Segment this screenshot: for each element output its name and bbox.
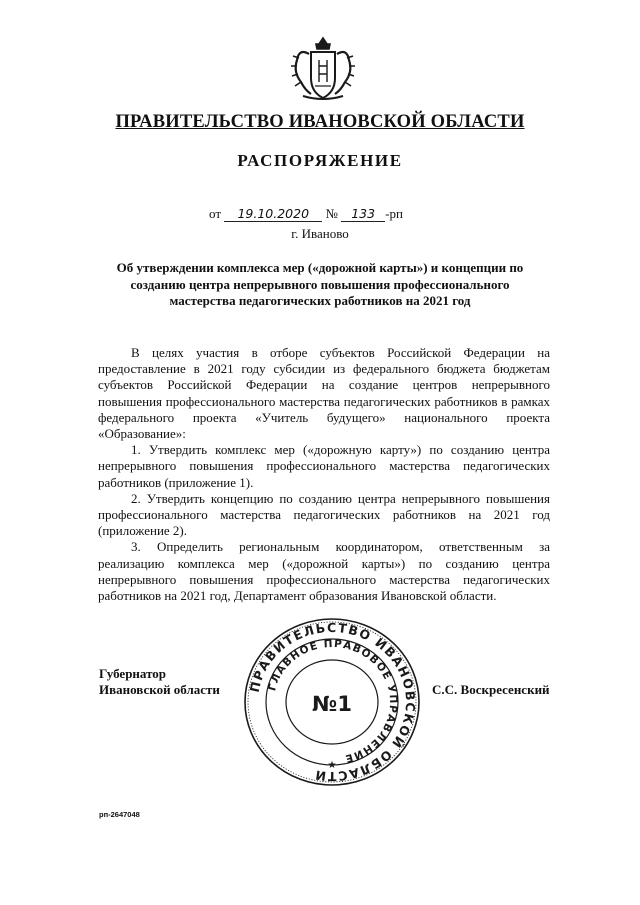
handwritten-date: 19.10.2020: [224, 206, 322, 222]
body-paragraph: В целях участия в отборе субъектов Российской Федерации на предоставление в 2021 году субсидии из федерального бюджета бюджетам субъектов Российской Федерации на создание центров непрерывного повышения профессионального мастерства педагогических работников в рамках федерального проекта «Учитель будущего» национального проекта «Образование»:: [98, 345, 550, 442]
signatory-position-line1: Губернатор: [99, 666, 167, 681]
signatory-name: С.С. Воскресенский: [432, 682, 550, 697]
coat-of-arms-icon: [289, 36, 357, 102]
stamp-center-number: №1: [312, 692, 352, 716]
handwritten-number: 133: [341, 206, 385, 222]
number-label: №: [325, 206, 338, 221]
signatory-position-line2: Ивановской области: [99, 682, 220, 697]
body-paragraph: 1. Утвердить комплекс мер («дорожную карту») по созданию центра непрерывного повышения профессионального мастерства педагогических работников (приложение 1).: [98, 442, 550, 490]
city: г. Иваново: [291, 226, 349, 241]
stamp-outer-text: ПРАВИТЕЛЬСТВО ИВАНОВСКОЙ ОБЛАСТИ: [246, 619, 419, 785]
body-paragraph: 2. Утвердить концепцию по созданию центра непрерывного повышения профессионального мастерства педагогических работников на 2021 год (приложение 2).: [98, 490, 550, 539]
document-type: РАСПОРЯЖЕНИЕ: [237, 151, 403, 170]
star-icon: ★: [327, 760, 337, 771]
government-title: ПРАВИТЕЛЬСТВО ИВАНОВСКОЙ ОБЛАСТИ: [115, 112, 525, 132]
body-paragraph: 3. Определить региональным координатором, ответственным за реализацию комплекса мер («дорожной карты») по созданию центра непрерывного повышения профессионального мастерства педагогических работников на 2021 год, Департамент образования Ивановской области.: [98, 539, 550, 604]
document-subject: Об утверждении комплекса мер («дорожной карты») и концепции по созданию центра непрерывного повышения профессионального мастерства педагогических работников на 2021 год: [116, 260, 524, 308]
stamp-inner-text: ГЛАВНОЕ ПРАВОВОЕ УПРАВЛЕНИЕ: [266, 637, 400, 765]
from-label: от: [209, 206, 222, 221]
document-body: [98, 345, 550, 604]
document-code: рп-2647048: [99, 810, 140, 819]
official-stamp: [243, 617, 421, 787]
signatory-position: [99, 666, 220, 698]
date-number-line: [209, 206, 403, 222]
number-suffix: -рп: [385, 206, 403, 221]
